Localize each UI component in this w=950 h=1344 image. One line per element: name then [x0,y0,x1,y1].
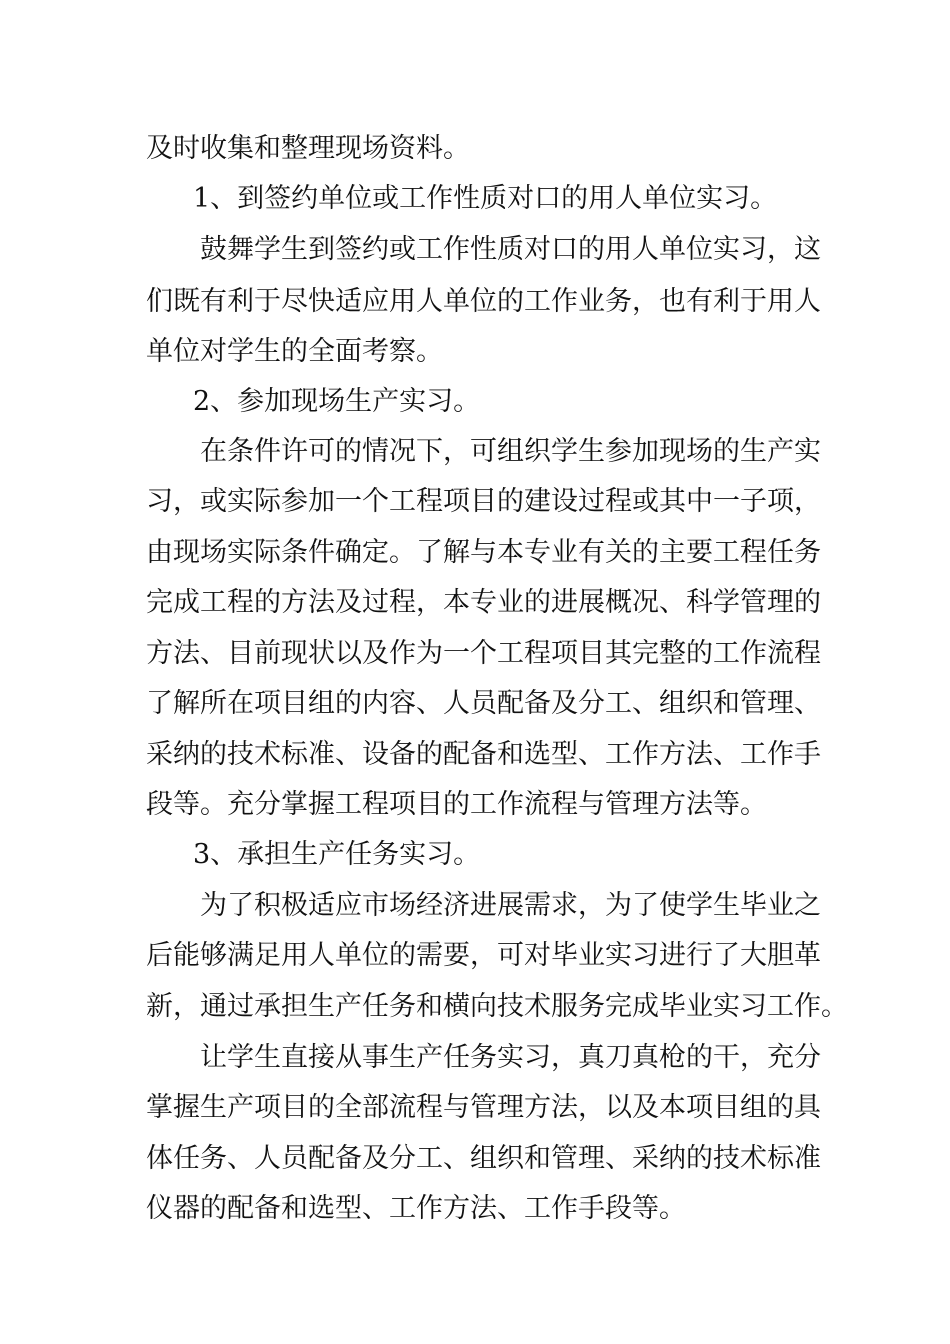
paragraph-line: 让学生直接从事生产任务实习，真刀真枪的干，充分 [200,1042,821,1073]
text-line: 新，通过承担生产任务和横向技术服务完成毕业实习工作。 [146,991,848,1022]
text-line: 方法、目前现状以及作为一个工程项目其完整的工作流程 [146,638,821,669]
section-heading: 2、参加现场生产实习。 [193,386,481,417]
text-line: 体任务、人员配备及分工、组织和管理、采纳的技术标准 [146,1143,821,1174]
text-line: 单位对学生的全面考察。 [146,336,443,367]
text-line: 仪器的配备和选型、工作方法、工作手段等。 [146,1193,686,1224]
paragraph-line: 鼓舞学生到签约或工作性质对口的用人单位实习，这 [200,234,821,265]
text-line: 了解所在项目组的内容、人员配备及分工、组织和管理、 [146,688,821,719]
text-line: 习，或实际参加一个工程项目的建设过程或其中一子项， [146,486,821,517]
text-line: 后能够满足用人单位的需要，可对毕业实习进行了大胆革 [146,940,821,971]
text-line: 掌握生产项目的全部流程与管理方法，以及本项目组的具 [146,1092,821,1123]
section-heading: 1、到签约单位或工作性质对口的用人单位实习。 [193,183,778,214]
text-line: 及时收集和整理现场资料。 [146,133,470,164]
paragraph-line: 为了积极适应市场经济进展需求，为了使学生毕业之 [200,890,821,921]
text-line: 段等。充分掌握工程项目的工作流程与管理方法等。 [146,789,767,820]
text-line: 采纳的技术标准、设备的配备和选型、工作方法、工作手 [146,739,821,770]
paragraph-line: 在条件许可的情况下，可组织学生参加现场的生产实 [200,436,821,467]
section-heading: 3、承担生产任务实习。 [193,839,481,870]
text-line: 完成工程的方法及过程，本专业的进展概况、科学管理的 [146,587,821,618]
text-line: 们既有利于尽快适应用人单位的工作业务，也有利于用人 [146,286,821,317]
text-line: 由现场实际条件确定。了解与本专业有关的主要工程任务 [146,537,821,568]
